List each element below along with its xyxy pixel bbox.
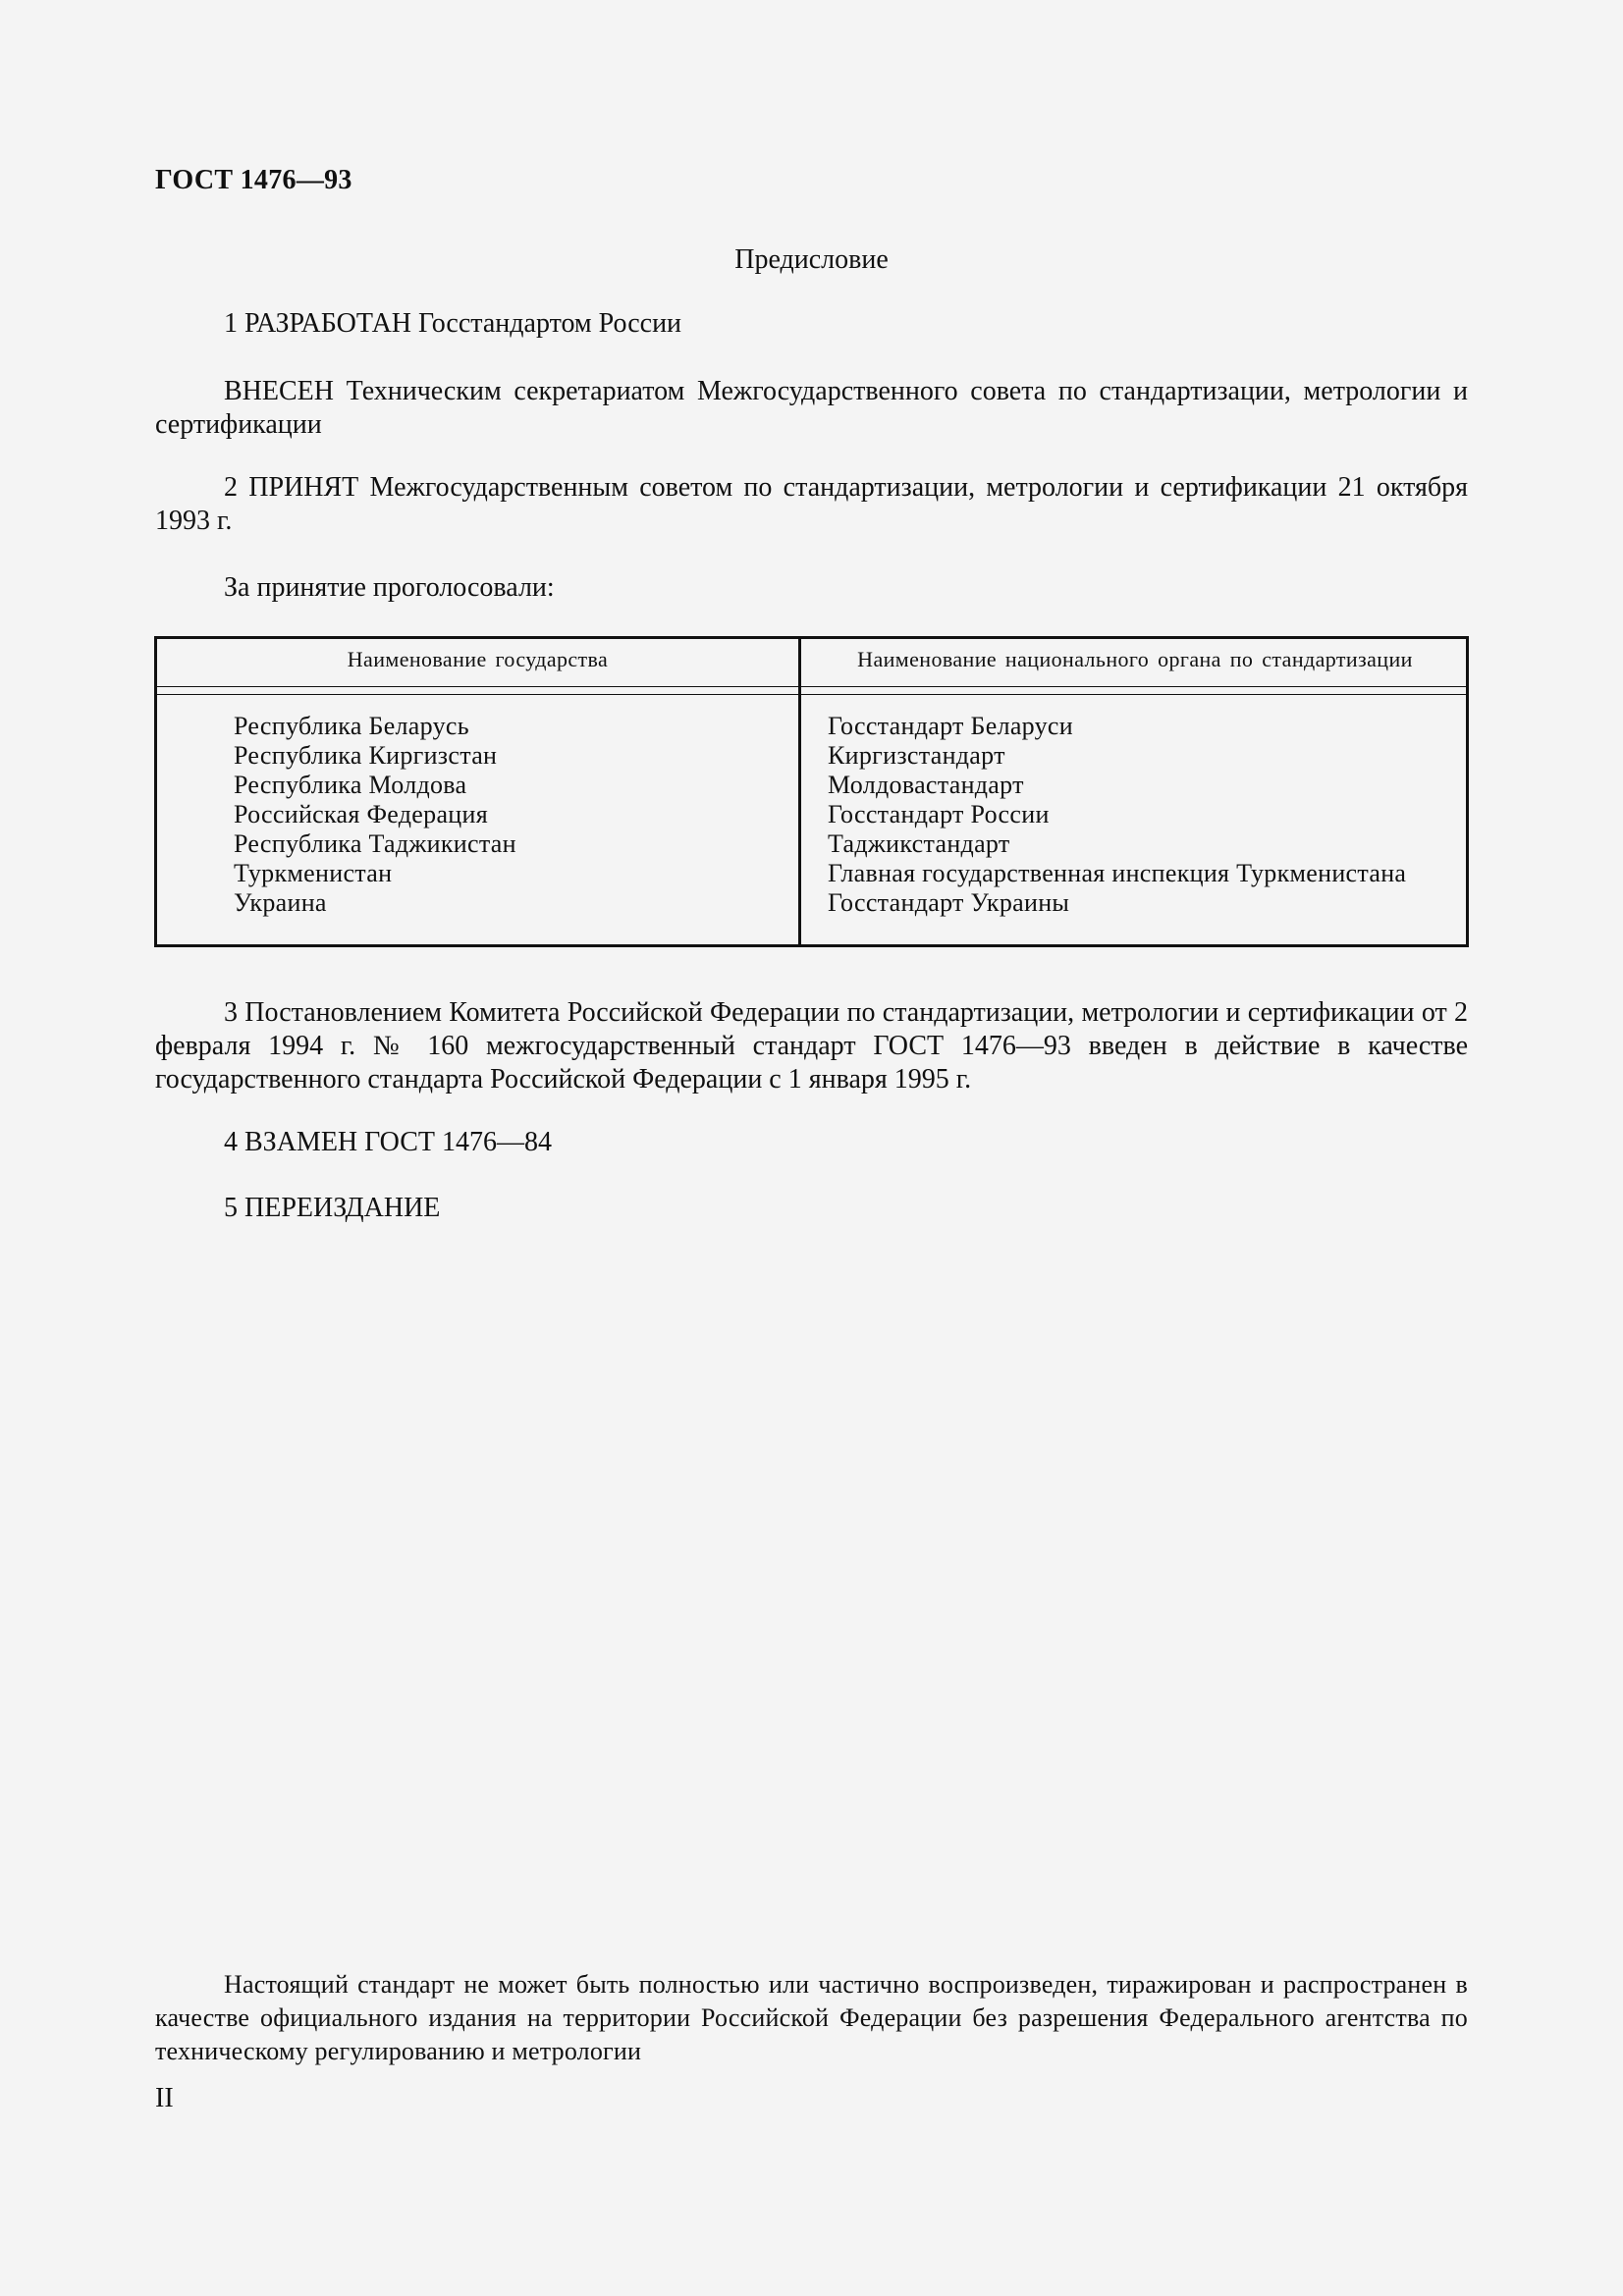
document-code: ГОСТ 1476—93 bbox=[155, 165, 352, 195]
table-cell-national-body: Главная государственная инспекция Туркменистана bbox=[828, 859, 1407, 887]
national-bodies-column bbox=[828, 712, 1406, 918]
paragraph-introduced: ВНЕСЕН Техническим секретариатом Межгосударственного совета по стандартизации, метрологии и сертификации bbox=[155, 376, 1468, 440]
vote-table bbox=[154, 636, 1469, 947]
table-cell-national-body: Молдовастандарт bbox=[828, 771, 1024, 799]
paragraph-developed: 1 РАЗРАБОТАН Госстандартом России bbox=[224, 308, 682, 339]
table-cell-national-body: Госстандарт Беларуси bbox=[828, 712, 1073, 740]
table-cell-national-body: Таджикстандарт bbox=[828, 829, 1010, 858]
table-cell-state: Республика Молдова bbox=[234, 771, 467, 799]
table-cell-state: Республика Киргизстан bbox=[234, 741, 498, 770]
paragraph-enacted: 3 Постановлением Комитета Российской Федерации по стандартизации, метрологии и сертификации от 2 февраля 1994 г. № 160 межгосударственный стандарт ГОСТ 1476—93 введен в действие в качестве государственного стандарта Российской Федерации с 1 января 1995 г. bbox=[155, 997, 1468, 1095]
paragraph-reissue: 5 ПЕРЕИЗДАНИЕ bbox=[224, 1193, 441, 1223]
table-cell-state: Республика Беларусь bbox=[234, 712, 469, 740]
table-cell-national-body: Госстандарт Украины bbox=[828, 888, 1070, 917]
foreword-title: Предисловие bbox=[734, 244, 889, 275]
paragraph-replaces: 4 ВЗАМЕН ГОСТ 1476—84 bbox=[224, 1127, 552, 1157]
table-cell-national-body: Госстандарт России bbox=[828, 800, 1050, 828]
table-cell-state: Туркменистан bbox=[234, 859, 393, 887]
table-header-rule bbox=[157, 686, 1466, 687]
page-number: II bbox=[155, 2083, 174, 2113]
paragraph-voted: За принятие проголосовали: bbox=[224, 572, 555, 603]
table-cell-state: Украина bbox=[234, 888, 327, 917]
states-column bbox=[234, 712, 516, 918]
table-cell-state: Российская Федерация bbox=[234, 800, 488, 828]
table-header-rule-double bbox=[157, 694, 1466, 695]
copyright-notice: Настоящий стандарт не может быть полностью или частично воспроизведен, тиражирован и распространен в качестве официального издания на территории Российской Федерации без разрешения Федерального агентства по техническому регулированию и метрологии bbox=[155, 1970, 1468, 2065]
table-header-state: Наименование государства bbox=[347, 647, 609, 671]
table-column-divider bbox=[798, 639, 801, 944]
paragraph-adopted: 2 ПРИНЯТ Межгосударственным советом по стандартизации, метрологии и сертификации 21 октября 1993 г. bbox=[155, 472, 1468, 536]
table-cell-national-body: Киргизстандарт bbox=[828, 741, 1005, 770]
table-cell-state: Республика Таджикистан bbox=[234, 829, 516, 858]
table-header-national-body: Наименование национального органа по стандартизации bbox=[857, 647, 1413, 671]
